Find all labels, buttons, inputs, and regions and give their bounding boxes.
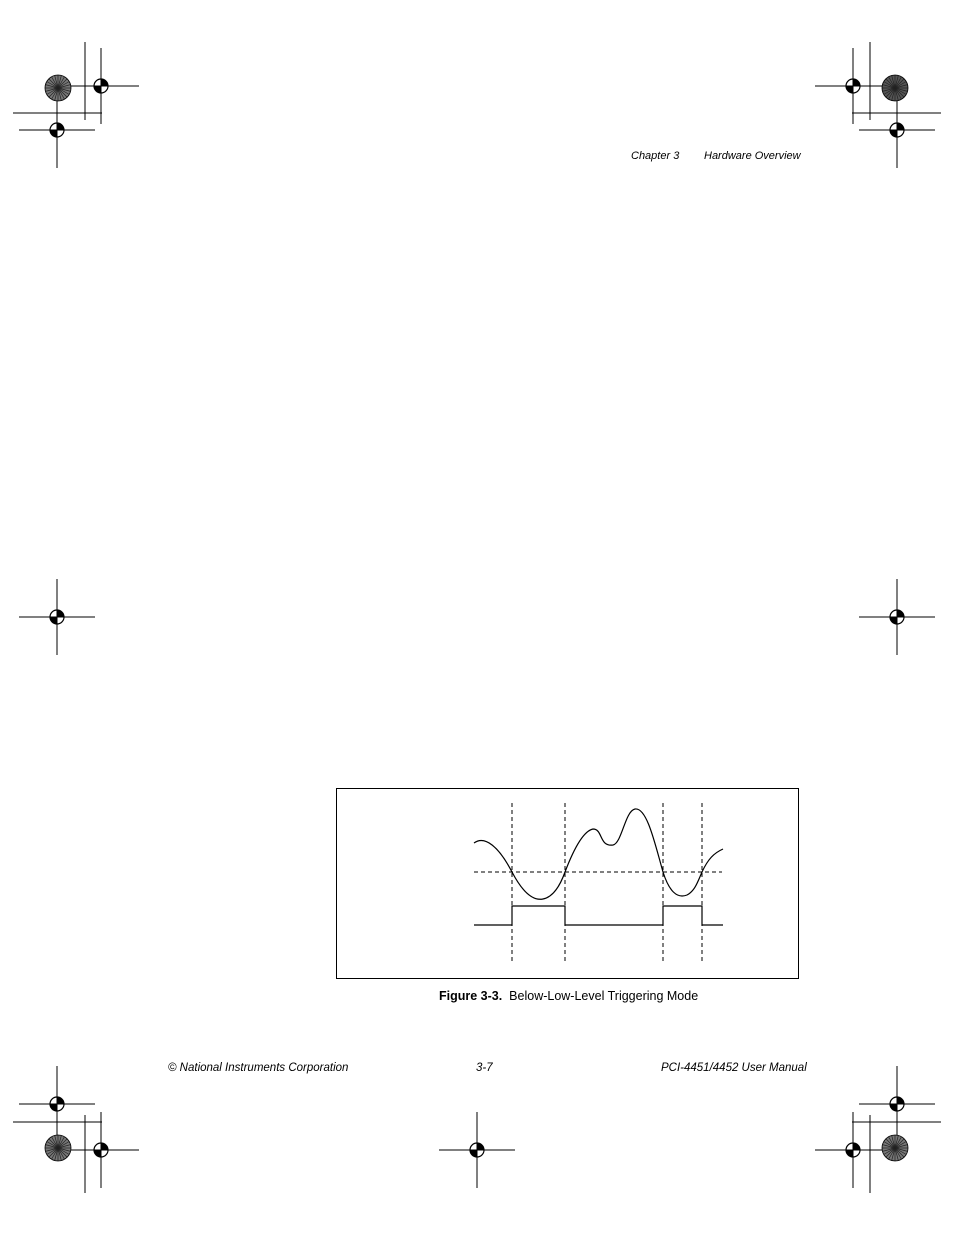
figure-frame xyxy=(336,788,799,979)
color-wheel-icon xyxy=(45,1135,71,1161)
trigger-output-pulse xyxy=(474,906,723,925)
color-wheel-icon xyxy=(882,75,908,101)
registration-mark-icon xyxy=(19,1066,95,1142)
footer-manual-title: PCI-4451/4452 User Manual xyxy=(661,1062,807,1074)
registration-mark-icon xyxy=(19,579,95,655)
header-section: Hardware Overview xyxy=(704,150,801,162)
footer-copyright: © National Instruments Corporation xyxy=(168,1062,349,1074)
registration-mark-icon xyxy=(439,1112,515,1188)
registration-mark-icon xyxy=(63,1112,139,1188)
registration-mark-icon xyxy=(859,579,935,655)
analog-signal-curve xyxy=(474,809,723,899)
trigger-waveform-diagram xyxy=(337,789,798,978)
figure-caption-text: Below-Low-Level Triggering Mode xyxy=(509,989,699,1003)
footer-page-number: 3-7 xyxy=(476,1062,493,1074)
figure-label: Figure 3-3. xyxy=(439,989,503,1003)
header-chapter: Chapter 3 xyxy=(631,150,680,162)
registration-mark-icon xyxy=(19,92,95,168)
figure-caption xyxy=(439,989,698,1003)
color-wheel-icon xyxy=(45,75,71,101)
color-wheel-icon xyxy=(882,1135,908,1161)
registration-mark-icon xyxy=(815,1112,891,1188)
